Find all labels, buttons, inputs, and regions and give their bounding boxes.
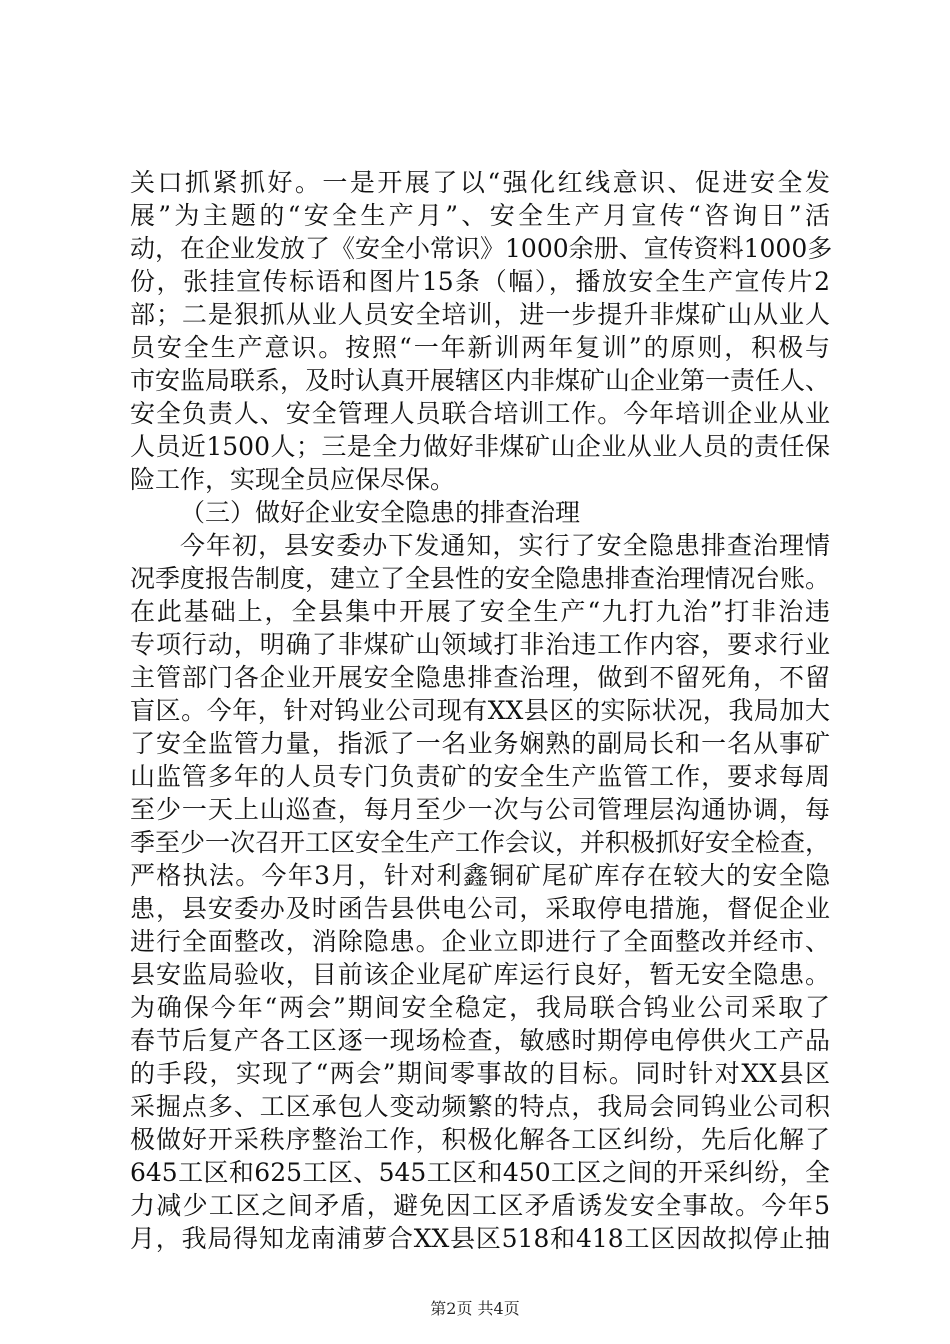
text-line: 关口抓紧抓好。一是开展了以“强化红线意识、促进安全发 [130,168,830,197]
text-line: 展”为主题的“安全生产月”、安全生产月宣传“咨询日”活 [130,201,830,230]
text-line: 今年初，县安委办下发通知，实行了安全隐患排查治理情 [180,531,830,560]
text-line: 市安监局联系，及时认真开展辖区内非煤矿山企业第一责任人、 [130,366,831,395]
text-line: 份，张挂宣传标语和图片15条（幅），播放安全生产宣传片2 [130,267,830,296]
text-line: 人员近1500人；三是全力做好非煤矿山企业从业人员的责任保 [130,432,830,461]
text-line: 极做好开采秩序整治工作，积极化解各工区纠纷，先后化解了 [130,1125,830,1154]
text-line: 安全负责人、安全管理人员联合培训工作。今年培训企业从业 [130,399,830,428]
text-line: 在此基础上，全县集中开展了安全生产“九打九治”打非治违 [130,597,830,626]
page-number-footer: 第2页 共4页 [430,1299,520,1318]
text-line: 主管部门各企业开展安全隐患排查治理，做到不留死角，不留 [130,663,830,692]
text-line: 力减少工区之间矛盾，避免因工区矛盾诱发安全事故。今年5 [130,1191,830,1220]
text-line: 至少一天上山巡查，每月至少一次与公司管理层沟通协调，每 [130,795,830,824]
text-line: 采掘点多、工区承包人变动频繁的特点，我局会同钨业公司积 [130,1092,830,1121]
text-line: 为确保今年“两会”期间安全稳定，我局联合钨业公司采取了 [130,993,830,1022]
document-body [130,166,833,1255]
text-line: 患，县安委办及时函告县供电公司，采取停电措施，督促企业 [130,894,830,923]
text-line: 县安监局验收，目前该企业尾矿库运行良好，暂无安全隐患。 [130,960,830,989]
text-line: 严格执法。今年3月，针对利鑫铜矿尾矿库存在较大的安全隐 [130,861,830,890]
section-heading: （三）做好企业安全隐患的排查治理 [180,498,581,527]
text-line: 春节后复产各工区逐一现场检查，敏感时期停电停供火工产品 [130,1026,830,1055]
text-line: 了安全监管力量，指派了一名业务娴熟的副局长和一名从事矿 [130,729,830,758]
text-line: 盲区。今年，针对钨业公司现有XX县区的实际状况，我局加大 [130,696,830,725]
text-line: 险工作，实现全员应保尽保。 [130,465,456,494]
text-line: 动，在企业发放了《安全小常识》1000余册、宣传资料1000多 [130,234,833,263]
text-line: 的手段，实现了“两会”期间零事故的目标。同时针对XX县区 [130,1059,830,1088]
text-line: 季至少一次召开工区安全生产工作会议，并积极抓好安全检查， [130,828,831,857]
text-line: 山监管多年的人员专门负责矿的安全生产监管工作，要求每周 [130,762,830,791]
text-line: 645工区和625工区、545工区和450工区之间的开采纠纷，全 [130,1158,830,1187]
text-line: 专项行动，明确了非煤矿山领域打非治违工作内容，要求行业 [130,630,830,659]
text-line: 进行全面整改，消除隐患。企业立即进行了全面整改并经市、 [130,927,830,956]
text-line: 况季度报告制度，建立了全县性的安全隐患排查治理情况台账。 [130,564,831,593]
text-line: 部；二是狠抓从业人员安全培训，进一步提升非煤矿山从业人 [130,300,830,329]
text-line: 月，我局得知龙南浦萝合XX县区518和418工区因故拟停止抽 [130,1224,830,1253]
text-line: 员安全生产意识。按照“一年新训两年复训”的原则，积极与 [130,333,830,362]
